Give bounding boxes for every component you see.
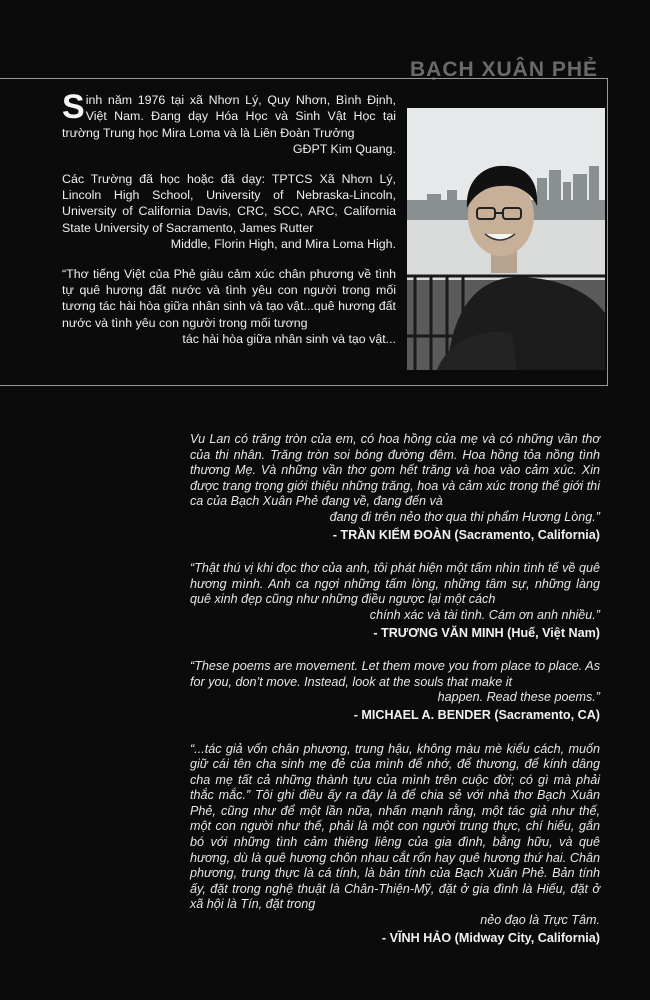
testimonial-last-line: happen. Read these poems.”: [437, 690, 600, 705]
testimonial: [190, 659, 600, 723]
testimonial-body: “These poems are movement. Let them move you from place to place. As for you, don’t move. Instead, look at the souls that make it: [190, 659, 600, 689]
testimonial-attribution: - TRƯƠNG VĂN MINH (Huế, Việt Nam): [373, 625, 600, 640]
bio-p2-last: Middle, Florin High, and Mira Loma High.: [170, 237, 396, 252]
testimonial-text: [190, 742, 600, 929]
author-photo: [407, 108, 605, 370]
testimonials: [190, 432, 600, 964]
testimonial: [190, 742, 600, 947]
testimonial-body: “...tác giả vốn chân phương, trung hậu, không màu mè kiểu cách, muốn giữ cái tên cha sinh mẹ đẻ của mình để nhớ, để thương, để kính dâng cha mẹ tất cả những thành tựu của mình trên cuộc đời; có gì mà phải thắc mắc.” Tôi ghi điều ấy ra đây là để chia sẻ với nhà thơ Bạch Xuân Phẻ, cũng như để một lần nữa, nhấn mạnh rằng, một tác giả như thế, một con người như thế, phải là một con người trung thực, chí hiếu, gắn bó với những tình cảm thiêng liêng của gia đình, bằng hữu, và quê hương, dù là quê hương chôn nhau cắt rốn hay quê hương thứ hai. Chân phương, trung thực là cá tính, là bản tính của Bạch Xuân Phẻ. Bản tính ấy, đặt trong nghệ thuật là Chân-Thiện-Mỹ, đặt ở gia đình là Hiếu, đặt ở xã hội là Tín, đặt trong: [190, 741, 600, 912]
testimonial-attribution: - TRẦN KIỂM ĐOÀN (Sacramento, California): [332, 527, 600, 542]
testimonial: [190, 561, 600, 641]
testimonial-body: Vu Lan có trăng tròn của em, có hoa hồng của mẹ và có những vần thơ của thi nhân. Trăng tròn soi bóng đường đêm. Hoa hồng tỏa nồng tình thương Mẹ. Và những vần thơ gom hết trăng và hoa vào cảm xúc. Xin được trang trọng giới thiệu những trăng, hoa và cảm xúc trong thế giới thi ca của Bạch Xuân Phẻ đang về, đang đến và: [190, 432, 600, 509]
testimonial-last-line: nẻo đạo là Trực Tâm.: [480, 913, 600, 928]
testimonial-last-line: chính xác và tài tình. Cám ơn anh nhiều.”: [369, 607, 600, 622]
testimonial-body: “Thật thú vị khi đọc thơ của anh, tôi phát hiện một tấm nhìn tình tế về quê hương mình. Anh ca ngợi những tấm lòng, những tâm sự, những làng quê xinh đẹp cũng như những điều ngược lại một cách: [190, 561, 600, 607]
bio-paragraph-schools: [62, 171, 396, 253]
author-name: BẠCH XUÂN PHẺ: [409, 58, 598, 81]
bio-p1-last: GĐPT Kim Quang.: [292, 142, 396, 157]
bio-paragraph-birth: [62, 88, 396, 158]
testimonial-attribution: - VĨNH HẢO (Midway City, California): [381, 930, 600, 945]
author-bio: [62, 88, 396, 361]
testimonial-text: [190, 659, 600, 706]
drop-cap: S: [62, 88, 85, 126]
bio-p3-last: tác hài hòa giữa nhân sinh và tạo vật...: [182, 332, 396, 347]
bio-p2-main: Các Trường đã học hoặc đã dạy: TPTCS Xã Nhơn Lý, Lincoln High School, University of Nebraska-Lincoln, University of California Davis, CRC, SCC, ARC, California State University of Sacramento, James Rutter: [62, 171, 396, 235]
testimonial-last-line: đang đi trên nẻo thơ qua thi phẩm Hương Lòng.”: [329, 509, 600, 524]
bio-p3-main: “Thơ tiếng Việt của Phẻ giàu cảm xúc chân phương về tình tự quê hương đất nước và tình yêu con người trong mối tương tác hài hòa giữa nhân sinh và tạo vật...quê hương đất nước và tình yêu con người trong mối tương: [62, 266, 396, 330]
bio-paragraph-quote: [62, 266, 396, 348]
bio-p1-main: inh năm 1976 tại xã Nhơn Lý, Quy Nhơn, Bình Định, Việt Nam. Đang dạy Hóa Học và Sinh Vật Học tại trường Trung học Mira Loma và là Liên Đoàn Trưởng: [62, 93, 396, 140]
testimonial-text: [190, 561, 600, 623]
testimonial-attribution: - MICHAEL A. BENDER (Sacramento, CA): [353, 707, 600, 722]
testimonial-text: [190, 432, 600, 526]
testimonial: [190, 432, 600, 543]
